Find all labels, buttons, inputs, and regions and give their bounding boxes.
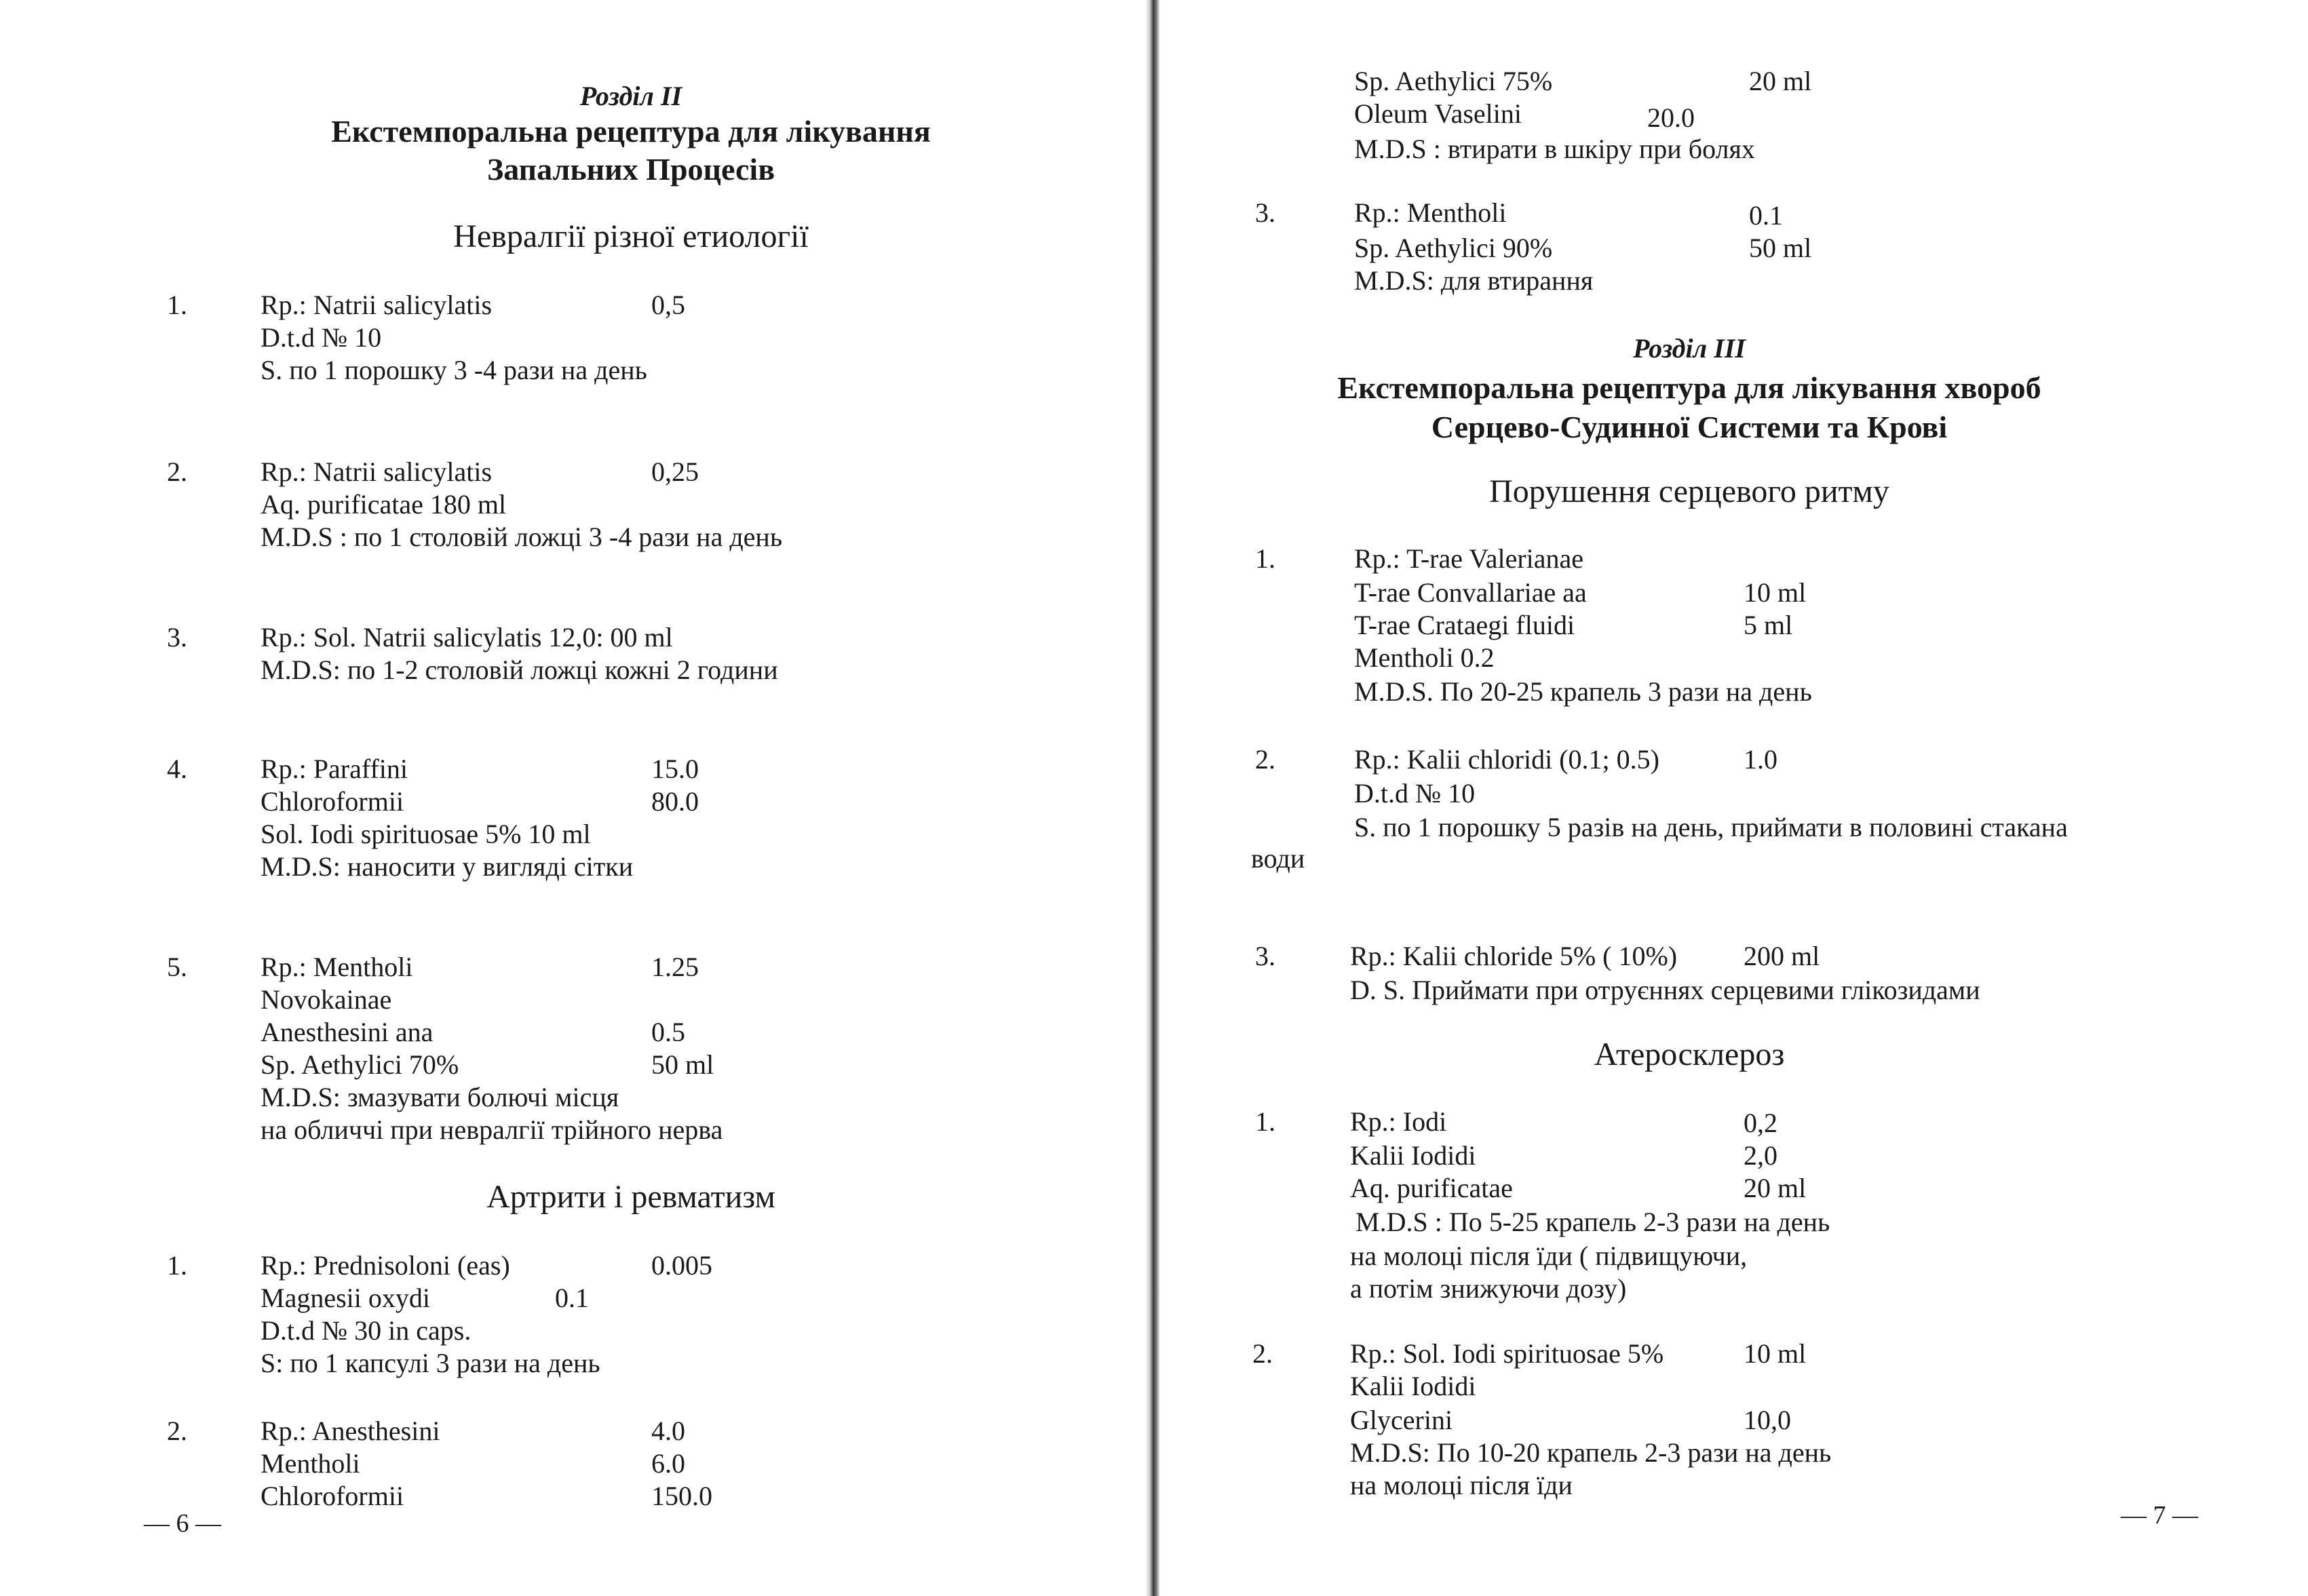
recipe-line: Oleum Vaselini — [1354, 98, 1522, 129]
page-number: — 7 — — [2121, 1501, 2198, 1530]
section-title-line-1: Екстемпоральна рецептура для лікування хвороб — [1337, 370, 2041, 405]
recipe-line: на обличчі при невралгії трійного нерва — [261, 1114, 723, 1145]
recipe-dose: 10 ml — [1744, 577, 1807, 608]
recipe-dose: 200 ml — [1744, 941, 1820, 971]
recipe-line: Rp.: Iodi — [1350, 1106, 1447, 1137]
recipe-line: Sp. Aethylici 70% — [261, 1049, 459, 1080]
recipe-dose: 50 ml — [651, 1049, 714, 1080]
recipe-line: Rp.: Kalii chloride 5% ( 10%) — [1350, 941, 1678, 971]
recipe-line: M.D.S : втирати в шкіру при болях — [1354, 134, 1755, 164]
section-title-line-1: Екстемпоральна рецептура для лікування — [331, 114, 931, 149]
recipe-line: на молоці після їди ( підвищуючи, — [1350, 1241, 1748, 1271]
recipe-line: Rp.: Mentholi — [261, 952, 413, 982]
recipe-number: 1. — [1255, 1106, 1275, 1137]
recipe-dose: 50 ml — [1749, 233, 1812, 263]
recipe-dose: 0.005 — [651, 1250, 712, 1281]
recipe-line: Rp.: Kalii chloridi (0.1; 0.5) — [1354, 744, 1659, 775]
recipe-dose: 0,2 — [1744, 1108, 1777, 1138]
recipe-line: Chloroformii — [261, 786, 404, 817]
recipe-line: Sol. Iodi spirituosae 5% 10 ml — [261, 819, 591, 849]
recipe-number: 3. — [1255, 197, 1275, 228]
recipe-line: M.D.S. По 20-25 крапель 3 рази на день — [1354, 676, 1812, 707]
recipe-line: Mentholi — [261, 1448, 360, 1479]
recipe-line: Kalii Iodidi — [1350, 1140, 1476, 1171]
recipe-line: T-rae Crataegi fluidi — [1354, 610, 1575, 640]
recipe-dose: 1.0 — [1744, 744, 1777, 775]
recipe-number: 2. — [167, 456, 187, 487]
recipe-line: Rp.: Sol. Iodi spirituosae 5% — [1350, 1338, 1664, 1369]
recipe-line: Sp. Aethylici 90% — [1354, 233, 1553, 263]
recipe-line: а потім знижуючи дозу) — [1350, 1273, 1627, 1304]
recipe-line: води — [1251, 843, 1305, 874]
recipe-line: T-rae Convallariae aa — [1354, 577, 1587, 608]
recipe-line: Glycerini — [1350, 1405, 1453, 1435]
recipe-dose: 5 ml — [1744, 610, 1793, 640]
recipe-line: M.D.S: наносити у вигляді сітки — [261, 851, 634, 882]
recipe-line: S. по 1 порошку 3 -4 рази на день — [261, 355, 647, 385]
recipe-number: 3. — [1255, 941, 1275, 971]
recipe-dose: 0,25 — [651, 456, 699, 487]
recipe-line: Mentholi 0.2 — [1354, 642, 1495, 673]
recipe-line: M.D.S: для втирання — [1354, 265, 1594, 296]
subheading-heart-rhythm: Порушення серцевого ритму — [1489, 473, 1889, 509]
recipe-number: 4. — [167, 754, 187, 784]
recipe-line: Aq. purificatae — [1350, 1173, 1513, 1203]
recipe-number: 3. — [167, 622, 187, 653]
recipe-dose: 10 ml — [1744, 1338, 1807, 1369]
recipe-number: 1. — [167, 290, 187, 320]
recipe-dose: 150.0 — [651, 1481, 712, 1511]
recipe-line: S: по 1 капсулі 3 рази на день — [261, 1348, 600, 1378]
recipe-dose: 0.1 — [1749, 200, 1783, 231]
recipe-line: Rp.: Natrii salicylatis — [261, 290, 493, 320]
recipe-line: Rp.: Prednisoloni (eas) — [261, 1250, 510, 1281]
recipe-number: 1. — [1255, 543, 1275, 574]
recipe-dose: 20 ml — [1744, 1173, 1807, 1203]
section-label: Розділ III — [1633, 333, 1746, 364]
recipe-number: 2. — [1255, 744, 1275, 775]
recipe-dose: 20.0 — [1647, 102, 1695, 133]
recipe-dose: 0,5 — [651, 290, 685, 320]
recipe-line: Kalii Iodidi — [1350, 1371, 1476, 1401]
recipe-number: 1. — [167, 1250, 187, 1281]
recipe-dose: 80.0 — [651, 786, 699, 817]
recipe-line: Rp.: Natrii salicylatis — [261, 456, 493, 487]
page-number: — 6 — — [144, 1509, 221, 1538]
recipe-line: M.D.S : по 1 столовій ложці 3 -4 рази на день — [261, 522, 783, 552]
recipe-dose: 10,0 — [1744, 1405, 1791, 1435]
recipe-dose: 20 ml — [1749, 66, 1812, 96]
recipe-dose: 6.0 — [651, 1448, 685, 1479]
subheading-atherosclerosis: Атеросклероз — [1594, 1036, 1785, 1072]
section-title-line-2: Серцево-Судинної Системи та Крові — [1431, 410, 1948, 444]
recipe-number: 2. — [1252, 1338, 1273, 1369]
recipe-line: D.t.d № 10 — [1354, 778, 1476, 809]
subheading-neuralgia: Невралгії різної етиології — [453, 218, 809, 254]
recipe-line: на молоці після їди — [1350, 1470, 1573, 1500]
recipe-line: Aq. purificatae 180 ml — [261, 489, 507, 520]
recipe-dose: 15.0 — [651, 754, 699, 784]
recipe-dose: 0.1 — [555, 1283, 589, 1313]
recipe-dose: 4.0 — [651, 1416, 685, 1446]
subheading-arthritis: Артрити і ревматизм — [486, 1179, 775, 1215]
recipe-dose: 0.5 — [651, 1017, 685, 1047]
recipe-line: Magnesii oxydi — [261, 1283, 430, 1313]
recipe-line: Rp.: Paraffini — [261, 754, 408, 784]
section-title-line-2: Запальних Процесів — [486, 152, 775, 187]
recipe-line: M.D.S : По 5-25 крапель 2-3 рази на день — [1355, 1207, 1830, 1237]
recipe-line: Rp.: Anesthesini — [261, 1416, 440, 1446]
recipe-dose: 1.25 — [651, 952, 699, 982]
recipe-line: Rp.: T-rae Valerianae — [1354, 543, 1584, 574]
recipe-number: 2. — [167, 1416, 187, 1446]
recipe-line: Novokainae — [261, 984, 392, 1015]
recipe-line: Sp. Aethylici 75% — [1354, 66, 1553, 96]
recipe-line: M.D.S: по 1-2 столовій ложці кожні 2 години — [261, 655, 778, 685]
recipe-number: 5. — [167, 952, 187, 982]
recipe-line: D.t.d № 10 — [261, 322, 382, 353]
section-label: Розділ II — [579, 81, 682, 111]
recipe-line: Rp.: Mentholi — [1354, 197, 1507, 228]
recipe-line: M.D.S: По 10-20 крапель 2-3 рази на день — [1350, 1437, 1832, 1468]
right-page — [1153, 0, 2308, 1596]
recipe-line: M.D.S: змазувати болючі місця — [261, 1082, 619, 1112]
recipe-line: Chloroformii — [261, 1481, 404, 1511]
recipe-line: D. S. Приймати при отруєннях серцевими глікозидами — [1350, 975, 1980, 1005]
left-page — [0, 0, 1147, 1596]
recipe-dose: 2,0 — [1744, 1140, 1777, 1171]
recipe-line: Rp.: Sol. Natrii salicylatis 12,0: 00 ml — [261, 622, 673, 653]
recipe-line: Anesthesini ana — [261, 1017, 434, 1047]
recipe-line: D.t.d № 30 in caps. — [261, 1315, 472, 1346]
recipe-line: S. по 1 порошку 5 разів на день, приймати в половині стакана — [1354, 812, 2068, 842]
